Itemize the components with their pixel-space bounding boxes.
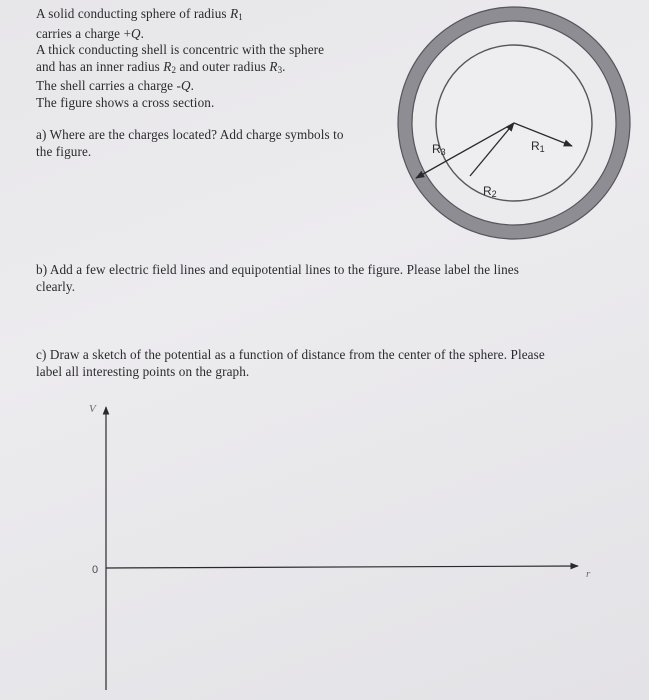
potential-graph <box>89 403 591 690</box>
intro-line-2: carries a charge +Q. <box>36 25 145 41</box>
y-axis-label: V <box>89 403 96 415</box>
question-b-line-2: clearly. <box>36 278 76 294</box>
question-b-line-1: b) Add a few electric field lines and equipotential lines to the figure. Please label the lines <box>36 262 519 277</box>
r3-label: R3 <box>432 142 446 157</box>
intro-line-4: and has an inner radius $R_2$ and outer radius $R_3$. <box>36 58 286 75</box>
origin-label: 0 <box>92 564 99 576</box>
intro-line-6: The figure shows a cross section. <box>36 94 215 110</box>
question-a-line-1: a) Where are the charges located? Add charge symbols to <box>36 127 344 142</box>
cross-section-figure <box>398 7 630 239</box>
intro-line-3: A thick conducting shell is concentric with the sphere <box>36 42 325 57</box>
r2-label: R2 <box>483 184 497 199</box>
x-axis-label: r <box>586 568 591 580</box>
r1-label: R1 <box>531 139 545 154</box>
question-c-line-1: c) Draw a sketch of the potential as a function of distance from the center of the sphere. Please <box>36 347 545 362</box>
question-c-line-2: label all interesting points on the graph. <box>36 363 250 379</box>
question-a-line-2: the figure. <box>36 143 92 159</box>
intro-line-5: The shell carries a charge -Q. <box>36 78 195 93</box>
x-axis <box>106 566 578 568</box>
intro-line-1: A solid conducting sphere of radius $R_1$ <box>36 6 243 22</box>
